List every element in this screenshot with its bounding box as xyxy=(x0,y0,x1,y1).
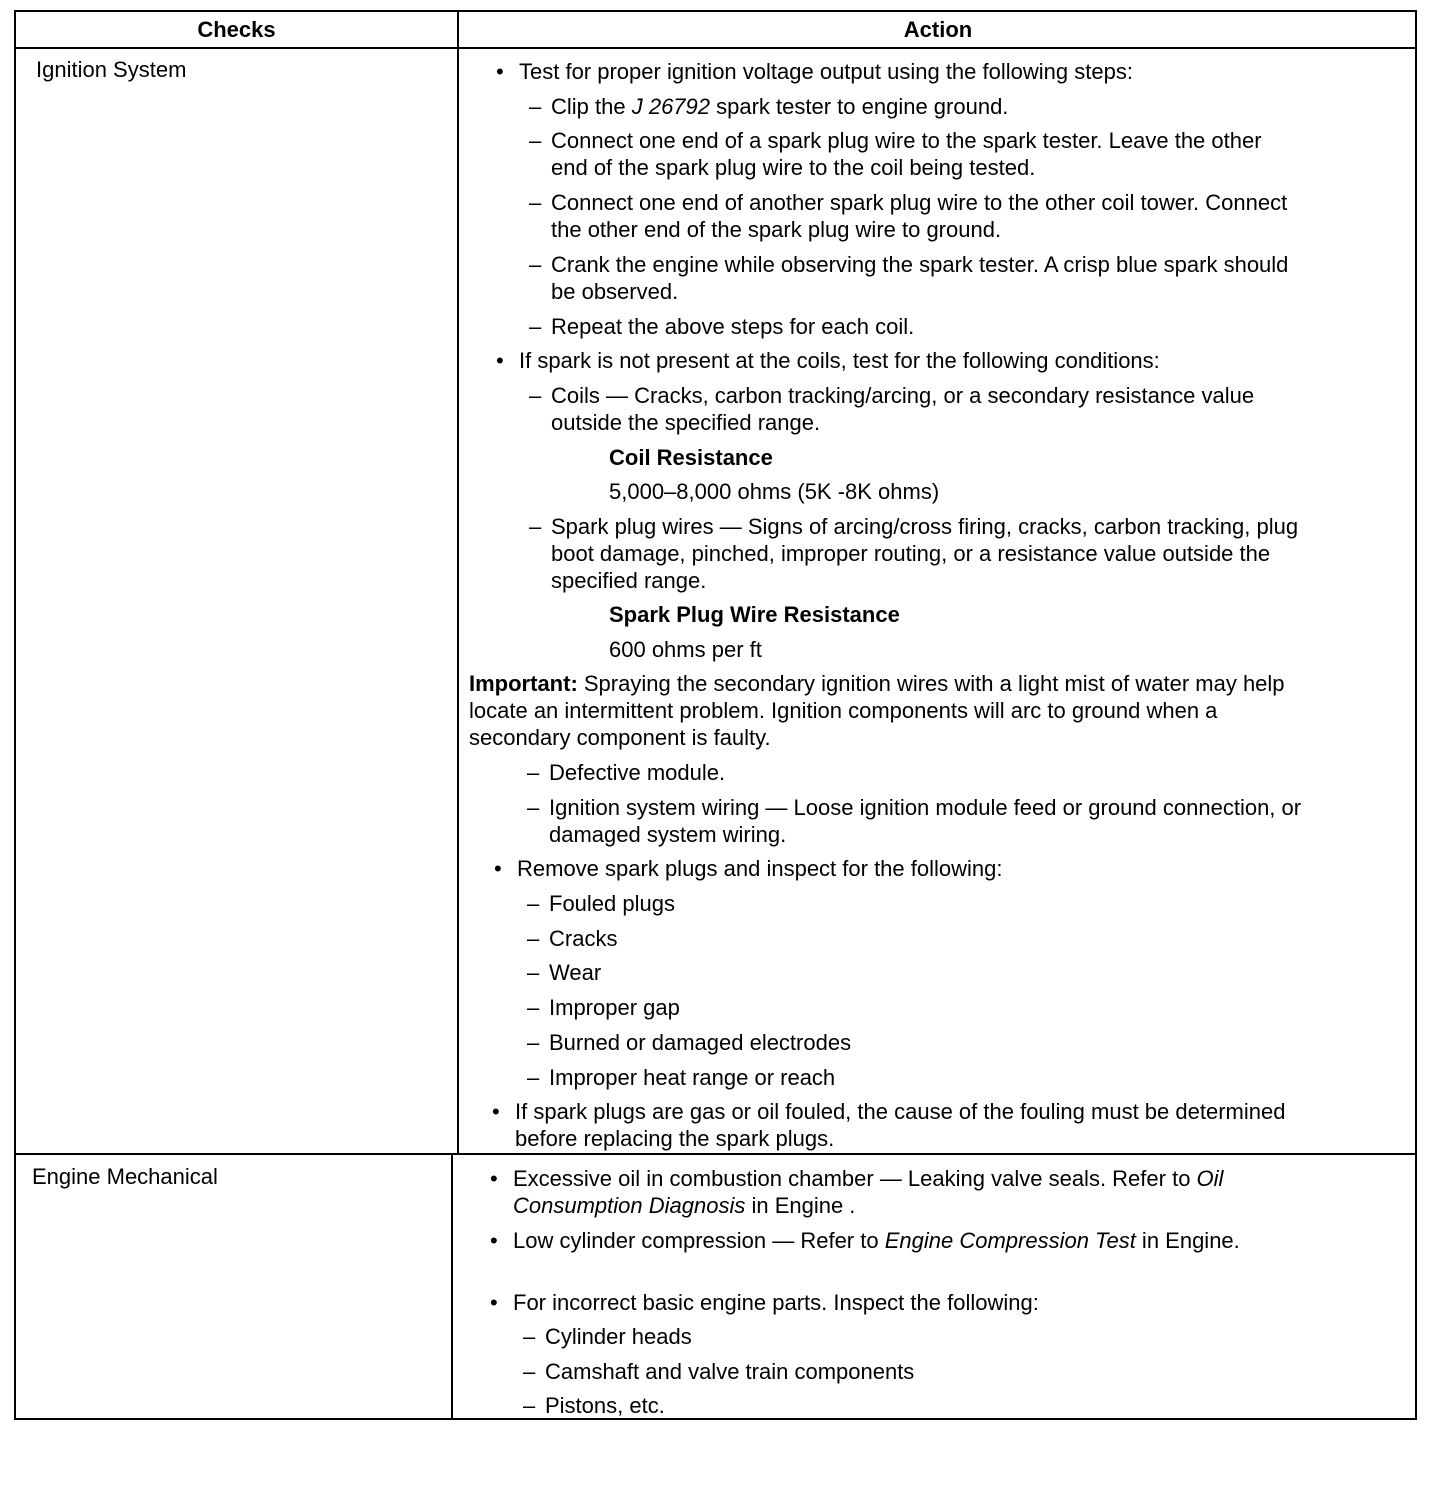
list-item: • Remove spark plugs and inspect for the following: xyxy=(494,856,1003,881)
dash-icon: – xyxy=(523,1324,536,1349)
list-item: – Wear xyxy=(527,960,602,985)
list-item: • If spark plugs are gas or oil fouled, the cause of the fouling must be determined before replacing the spark plugs. xyxy=(492,1099,1286,1151)
list-item: – Improper gap xyxy=(527,995,680,1020)
bullet-icon: • xyxy=(494,856,502,881)
list-item: • Low cylinder compression — Refer to Engine Compression Test in Engine. xyxy=(490,1228,1240,1253)
list-item: – Defective module. xyxy=(527,760,726,785)
dash-icon: – xyxy=(527,795,540,820)
dash-icon: – xyxy=(529,128,542,153)
list-item: – Coils — Cracks, carbon tracking/arcing, or a secondary resistance value outside the specified range. xyxy=(529,383,1255,435)
action-engine-mechanical xyxy=(453,1155,1417,1420)
bullet-icon: • xyxy=(496,348,504,373)
dash-icon: – xyxy=(527,1065,540,1090)
dash-icon: – xyxy=(529,94,542,119)
important-note-line: secondary component is faulty. xyxy=(469,725,771,750)
list-item: • Test for proper ignition voltage output using the following steps: xyxy=(496,59,1133,84)
header-action: Action xyxy=(903,17,973,42)
list-item: – Crank the engine while observing the spark tester. A crisp blue spark should be observed. xyxy=(529,252,1289,304)
dash-icon: – xyxy=(527,891,540,916)
dash-icon: – xyxy=(529,252,542,277)
dash-icon: – xyxy=(529,190,542,215)
important-note-line: locate an intermittent problem. Ignition components will arc to ground when a xyxy=(469,698,1218,723)
dash-icon: – xyxy=(529,314,542,339)
dash-icon: – xyxy=(529,383,542,408)
list-item: – Fouled plugs xyxy=(527,891,675,916)
list-item: – Spark plug wires — Signs of arcing/cross firing, cracks, carbon tracking, plug boot damage, pinched, improper routing, or a resistance value outside the specified range. xyxy=(529,514,1299,593)
dash-icon: – xyxy=(527,1030,540,1055)
list-item: – Cracks xyxy=(527,926,618,951)
important-note: Important: Spraying the secondary ignition wires with a light mist of water may help xyxy=(469,671,1285,696)
list-item: – Repeat the above steps for each coil. xyxy=(529,314,915,339)
list-item: – Cylinder heads xyxy=(523,1324,692,1349)
bullet-icon: • xyxy=(490,1228,498,1253)
check-ignition-system: Ignition System xyxy=(36,57,187,82)
bullet-icon: • xyxy=(496,59,504,84)
bullet-icon: • xyxy=(490,1166,498,1191)
diagnostic-table xyxy=(14,10,1417,1420)
spec-value-coil-resistance: 5,000–8,000 ohms (5K -8K ohms) xyxy=(609,479,940,504)
list-item: – Burned or damaged electrodes xyxy=(527,1030,852,1055)
spec-value-wire-resistance: 600 ohms per ft xyxy=(609,637,762,662)
dash-icon: – xyxy=(527,760,540,785)
list-item: • Excessive oil in combustion chamber — Leaking valve seals. Refer to Oil Consumption Diagnosis in Engine . xyxy=(490,1166,1224,1218)
dash-icon: – xyxy=(527,995,540,1020)
list-item: • For incorrect basic engine parts. Inspect the following: xyxy=(490,1290,1039,1315)
list-item: – Connect one end of a spark plug wire to the spark tester. Leave the other end of the spark plug wire to the coil being tested. xyxy=(529,128,1262,180)
dash-icon: – xyxy=(523,1393,536,1418)
list-item: – Ignition system wiring — Loose ignition module feed or ground connection, or damaged system wiring. xyxy=(527,795,1302,847)
dash-icon: – xyxy=(527,926,540,951)
list-item: – Pistons, etc. xyxy=(523,1393,665,1418)
bullet-icon: • xyxy=(490,1290,498,1315)
spec-title-wire-resistance: Spark Plug Wire Resistance xyxy=(609,602,900,627)
list-item: • If spark is not present at the coils, test for the following conditions: xyxy=(496,348,1160,373)
list-item: – Camshaft and valve train components xyxy=(523,1359,915,1384)
spec-title-coil-resistance: Coil Resistance xyxy=(609,445,773,470)
dash-icon: – xyxy=(527,960,540,985)
action-ignition-system xyxy=(459,12,1417,1153)
list-item: – Improper heat range or reach xyxy=(527,1065,836,1090)
list-item: – Connect one end of another spark plug wire to the other coil tower. Connect the other end of the spark plug wire to ground. xyxy=(529,190,1288,242)
list-item: – Clip the J 26792 spark tester to engine ground. xyxy=(529,94,1009,119)
header-checks: Checks xyxy=(197,17,276,42)
bullet-icon: • xyxy=(492,1099,500,1124)
dash-icon: – xyxy=(529,514,542,539)
check-engine-mechanical: Engine Mechanical xyxy=(32,1164,218,1189)
dash-icon: – xyxy=(523,1359,536,1384)
